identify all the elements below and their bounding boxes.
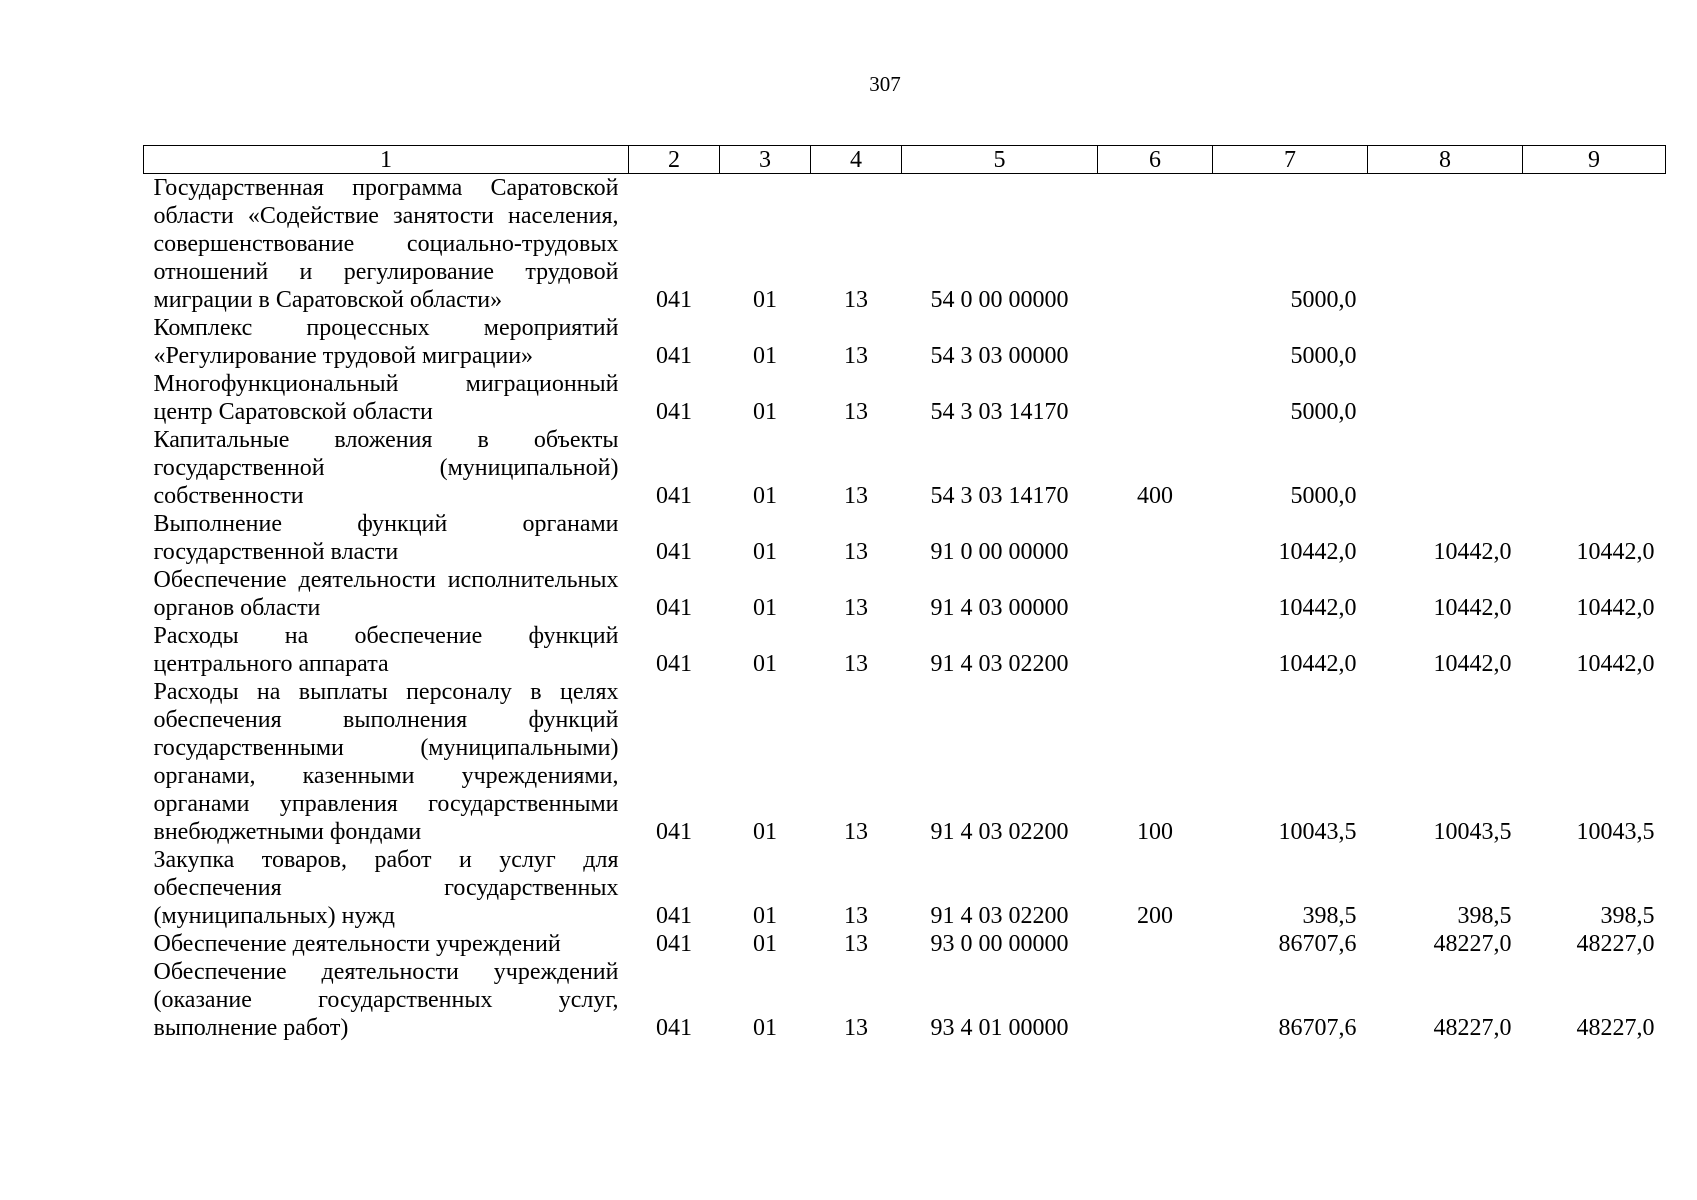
row-col3: 01 <box>753 1015 777 1041</box>
row-col3: 01 <box>753 903 777 929</box>
row-col9 <box>1523 174 1666 315</box>
row-col5: 54 3 03 14170 <box>930 399 1069 425</box>
header-cell: 2 <box>629 146 720 174</box>
row-col4: 13 <box>844 903 868 929</box>
header-cell: 7 <box>1213 146 1368 174</box>
row-col9: 48227,0 <box>1576 931 1655 957</box>
table-row <box>144 930 1666 958</box>
row-col6 <box>1098 370 1213 426</box>
table-row <box>144 678 1666 846</box>
row-col9: 48227,0 <box>1576 1015 1655 1041</box>
row-col9: 398,5 <box>1600 903 1655 929</box>
row-col2: 041 <box>656 651 692 677</box>
page-number: 307 <box>869 72 901 96</box>
row-col5: 93 4 01 00000 <box>930 1015 1069 1041</box>
row-col5: 91 4 03 02200 <box>930 651 1069 677</box>
header-cell: 9 <box>1523 146 1666 174</box>
row-col8: 10043,5 <box>1433 819 1512 845</box>
row-name: Обеспечение деятельности учреждений <box>153 931 561 957</box>
row-col6 <box>1098 622 1213 678</box>
row-name: Многофункциональный миграционный центр Саратовской области <box>153 371 619 425</box>
row-col5: 54 3 03 00000 <box>930 343 1069 369</box>
row-col8 <box>1368 426 1523 510</box>
row-name: Капитальные вложения в объекты государственной (муниципальной) собственности <box>153 427 619 509</box>
row-col2: 041 <box>656 287 692 313</box>
row-name: Расходы на выплаты персоналу в целях обеспечения выполнения функций государственными (муниципальными) органами, казенными учреждениями, органами управления государственными внебюджетными фондами <box>153 679 619 845</box>
row-col5: 91 4 03 02200 <box>930 819 1069 845</box>
row-col8 <box>1368 370 1523 426</box>
row-col8: 10442,0 <box>1433 595 1512 621</box>
row-name: Комплекс процессных мероприятий «Регулирование трудовой миграции» <box>153 315 619 369</box>
row-col2: 041 <box>656 343 692 369</box>
row-col3: 01 <box>753 343 777 369</box>
row-col7: 10043,5 <box>1278 819 1357 845</box>
row-col5: 91 0 00 00000 <box>930 539 1069 565</box>
row-col7: 86707,6 <box>1278 1015 1357 1041</box>
row-name: Государственная программа Саратовской области «Содействие занятости населения, совершенствование социально-трудовых отношений и регулирование трудовой миграции в Саратовской области» <box>153 175 619 313</box>
row-col3: 01 <box>753 819 777 845</box>
row-name: Обеспечение деятельности учреждений (оказание государственных услуг, выполнение работ) <box>153 959 619 1041</box>
row-col9: 10442,0 <box>1576 651 1655 677</box>
row-col6: 400 <box>1137 483 1173 509</box>
row-col9: 10442,0 <box>1576 539 1655 565</box>
row-col4: 13 <box>844 819 868 845</box>
row-col8: 48227,0 <box>1433 931 1512 957</box>
row-col4: 13 <box>844 483 868 509</box>
table-row <box>144 174 1666 315</box>
row-col5: 91 4 03 02200 <box>930 903 1069 929</box>
row-col6 <box>1098 958 1213 1042</box>
table-row <box>144 566 1666 622</box>
row-col3: 01 <box>753 595 777 621</box>
row-col2: 041 <box>656 931 692 957</box>
row-col4: 13 <box>844 931 868 957</box>
row-col5: 93 0 00 00000 <box>930 931 1069 957</box>
table-row <box>144 426 1666 510</box>
row-col6: 100 <box>1137 819 1173 845</box>
row-col7: 5000,0 <box>1290 483 1357 509</box>
row-col2: 041 <box>656 483 692 509</box>
row-col2: 041 <box>656 539 692 565</box>
row-name: Закупка товаров, работ и услуг для обеспечения государственных (муниципальных) нужд <box>153 847 619 929</box>
header-cell: 3 <box>720 146 811 174</box>
row-col4: 13 <box>844 343 868 369</box>
row-col6 <box>1098 566 1213 622</box>
row-col6 <box>1098 510 1213 566</box>
table-row <box>144 958 1666 1042</box>
row-col3: 01 <box>753 931 777 957</box>
row-col4: 13 <box>844 287 868 313</box>
row-col7: 398,5 <box>1302 903 1357 929</box>
row-col5: 91 4 03 00000 <box>930 595 1069 621</box>
row-col7: 10442,0 <box>1278 595 1357 621</box>
row-col4: 13 <box>844 539 868 565</box>
header-row <box>144 146 1666 174</box>
row-name: Обеспечение деятельности исполнительных органов области <box>153 567 619 621</box>
row-col3: 01 <box>753 287 777 313</box>
row-col7: 86707,6 <box>1278 931 1357 957</box>
row-col9 <box>1523 426 1666 510</box>
row-col6 <box>1098 174 1213 315</box>
row-col9 <box>1523 314 1666 370</box>
header-cell: 8 <box>1368 146 1523 174</box>
row-col2: 041 <box>656 819 692 845</box>
row-col4: 13 <box>844 595 868 621</box>
header-cell: 4 <box>811 146 902 174</box>
table-row <box>144 846 1666 930</box>
row-col6 <box>1098 930 1213 958</box>
table-row <box>144 510 1666 566</box>
row-col2: 041 <box>656 1015 692 1041</box>
row-col3: 01 <box>753 539 777 565</box>
table-row <box>144 370 1666 426</box>
row-col2: 041 <box>656 399 692 425</box>
row-name: Выполнение функций органами государственной власти <box>153 511 619 565</box>
row-col6: 200 <box>1137 903 1173 929</box>
header-cell: 6 <box>1098 146 1213 174</box>
row-col9 <box>1523 370 1666 426</box>
row-col3: 01 <box>753 399 777 425</box>
row-col3: 01 <box>753 651 777 677</box>
row-col7: 5000,0 <box>1290 343 1357 369</box>
row-col3: 01 <box>753 483 777 509</box>
row-col8 <box>1368 174 1523 315</box>
row-col5: 54 0 00 00000 <box>930 287 1069 313</box>
row-col9: 10043,5 <box>1576 819 1655 845</box>
row-col2: 041 <box>656 903 692 929</box>
row-col6 <box>1098 314 1213 370</box>
table-row <box>144 314 1666 370</box>
table-body <box>144 174 1666 1043</box>
row-col7: 5000,0 <box>1290 287 1357 313</box>
row-col8: 48227,0 <box>1433 1015 1512 1041</box>
row-col8: 398,5 <box>1457 903 1512 929</box>
row-col5: 54 3 03 14170 <box>930 483 1069 509</box>
budget-table <box>143 145 1666 1042</box>
header-cell: 1 <box>144 146 629 174</box>
row-col8: 10442,0 <box>1433 651 1512 677</box>
row-col7: 10442,0 <box>1278 651 1357 677</box>
row-col8 <box>1368 314 1523 370</box>
row-col8: 10442,0 <box>1433 539 1512 565</box>
row-col2: 041 <box>656 595 692 621</box>
row-col4: 13 <box>844 651 868 677</box>
row-col7: 10442,0 <box>1278 539 1357 565</box>
table-row <box>144 622 1666 678</box>
row-col9: 10442,0 <box>1576 595 1655 621</box>
row-col4: 13 <box>844 399 868 425</box>
header-cell: 5 <box>902 146 1098 174</box>
row-col4: 13 <box>844 1015 868 1041</box>
row-name: Расходы на обеспечение функций центрального аппарата <box>153 623 619 677</box>
row-col7: 5000,0 <box>1290 399 1357 425</box>
